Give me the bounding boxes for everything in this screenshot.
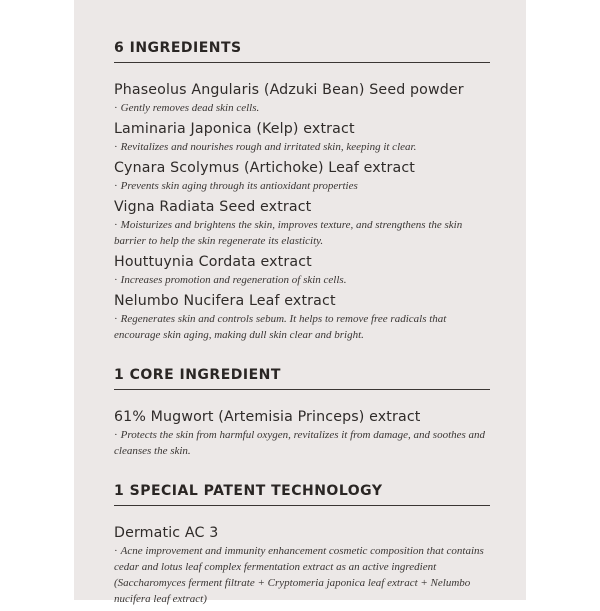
ingredient-list [114, 408, 490, 459]
ingredient-item [114, 198, 490, 249]
description-text: Moisturizes and brightens the skin, improves texture, and strengthens the skin barrier to help the skin regenerate its elasticity. [114, 219, 463, 247]
description-text: Revitalizes and nourishes rough and irritated skin, keeping it clear. [120, 141, 417, 153]
ingredient-list [114, 524, 490, 607]
section-title: 1 SPECIAL PATENT TECHNOLOGY [114, 483, 490, 506]
ingredients-content [114, 40, 490, 611]
section-title: 6 INGREDIENTS [114, 40, 490, 63]
ingredient-item [114, 81, 490, 116]
ingredient-description [114, 178, 490, 194]
section-title: 1 CORE INGREDIENT [114, 367, 490, 390]
description-text: Protects the skin from harmful oxygen, revitalizes it from damage, and soothes and cleanses the skin. [114, 429, 486, 457]
bullet-dot: · [114, 429, 118, 441]
description-text: Prevents skin aging through its antioxidant properties [120, 180, 358, 192]
description-text: Increases promotion and regeneration of skin cells. [120, 274, 347, 286]
bullet-dot: · [114, 219, 118, 231]
section [114, 367, 490, 459]
ingredient-description [114, 217, 490, 249]
ingredient-item [114, 408, 490, 459]
ingredient-description [114, 272, 490, 288]
description-text: Acne improvement and immunity enhancement cosmetic composition that contains cedar and lotus leaf complex fermentation extract as an active ingredient (Saccharomyces ferment filtrate + Cryptomeria japonica leaf extract + Nelumbo nucifera leaf extract) [114, 545, 484, 605]
section [114, 40, 490, 343]
bullet-dot: · [114, 102, 118, 114]
ingredient-name: Dermatic AC 3 [114, 525, 219, 541]
ingredient-description [114, 139, 490, 155]
ingredient-item [114, 524, 490, 607]
ingredient-item [114, 120, 490, 155]
ingredient-description [114, 427, 490, 459]
ingredients-panel [74, 0, 526, 605]
section [114, 483, 490, 607]
ingredient-name: Vigna Radiata Seed extract [114, 199, 312, 215]
ingredient-name: 61% Mugwort (Artemisia Princeps) extract [114, 409, 421, 425]
ingredient-description [114, 100, 490, 116]
ingredient-name: Phaseolus Angularis (Adzuki Bean) Seed powder [114, 82, 464, 98]
ingredient-description [114, 543, 490, 607]
ingredient-list [114, 81, 490, 343]
bullet-dot: · [114, 313, 118, 325]
bullet-dot: · [114, 141, 118, 153]
bullet-dot: · [114, 180, 118, 192]
description-text: Gently removes dead skin cells. [120, 102, 260, 114]
ingredient-description [114, 311, 490, 343]
ingredient-name: Nelumbo Nucifera Leaf extract [114, 293, 336, 309]
ingredient-item [114, 253, 490, 288]
ingredient-name: Houttuynia Cordata extract [114, 254, 312, 270]
description-text: Regenerates skin and controls sebum. It helps to remove free radicals that encourage skin aging, making dull skin clear and bright. [114, 313, 447, 341]
bullet-dot: · [114, 545, 118, 557]
ingredient-item [114, 292, 490, 343]
ingredient-name: Laminaria Japonica (Kelp) extract [114, 121, 355, 137]
ingredient-item [114, 159, 490, 194]
ingredient-name: Cynara Scolymus (Artichoke) Leaf extract [114, 160, 416, 176]
bullet-dot: · [114, 274, 118, 286]
